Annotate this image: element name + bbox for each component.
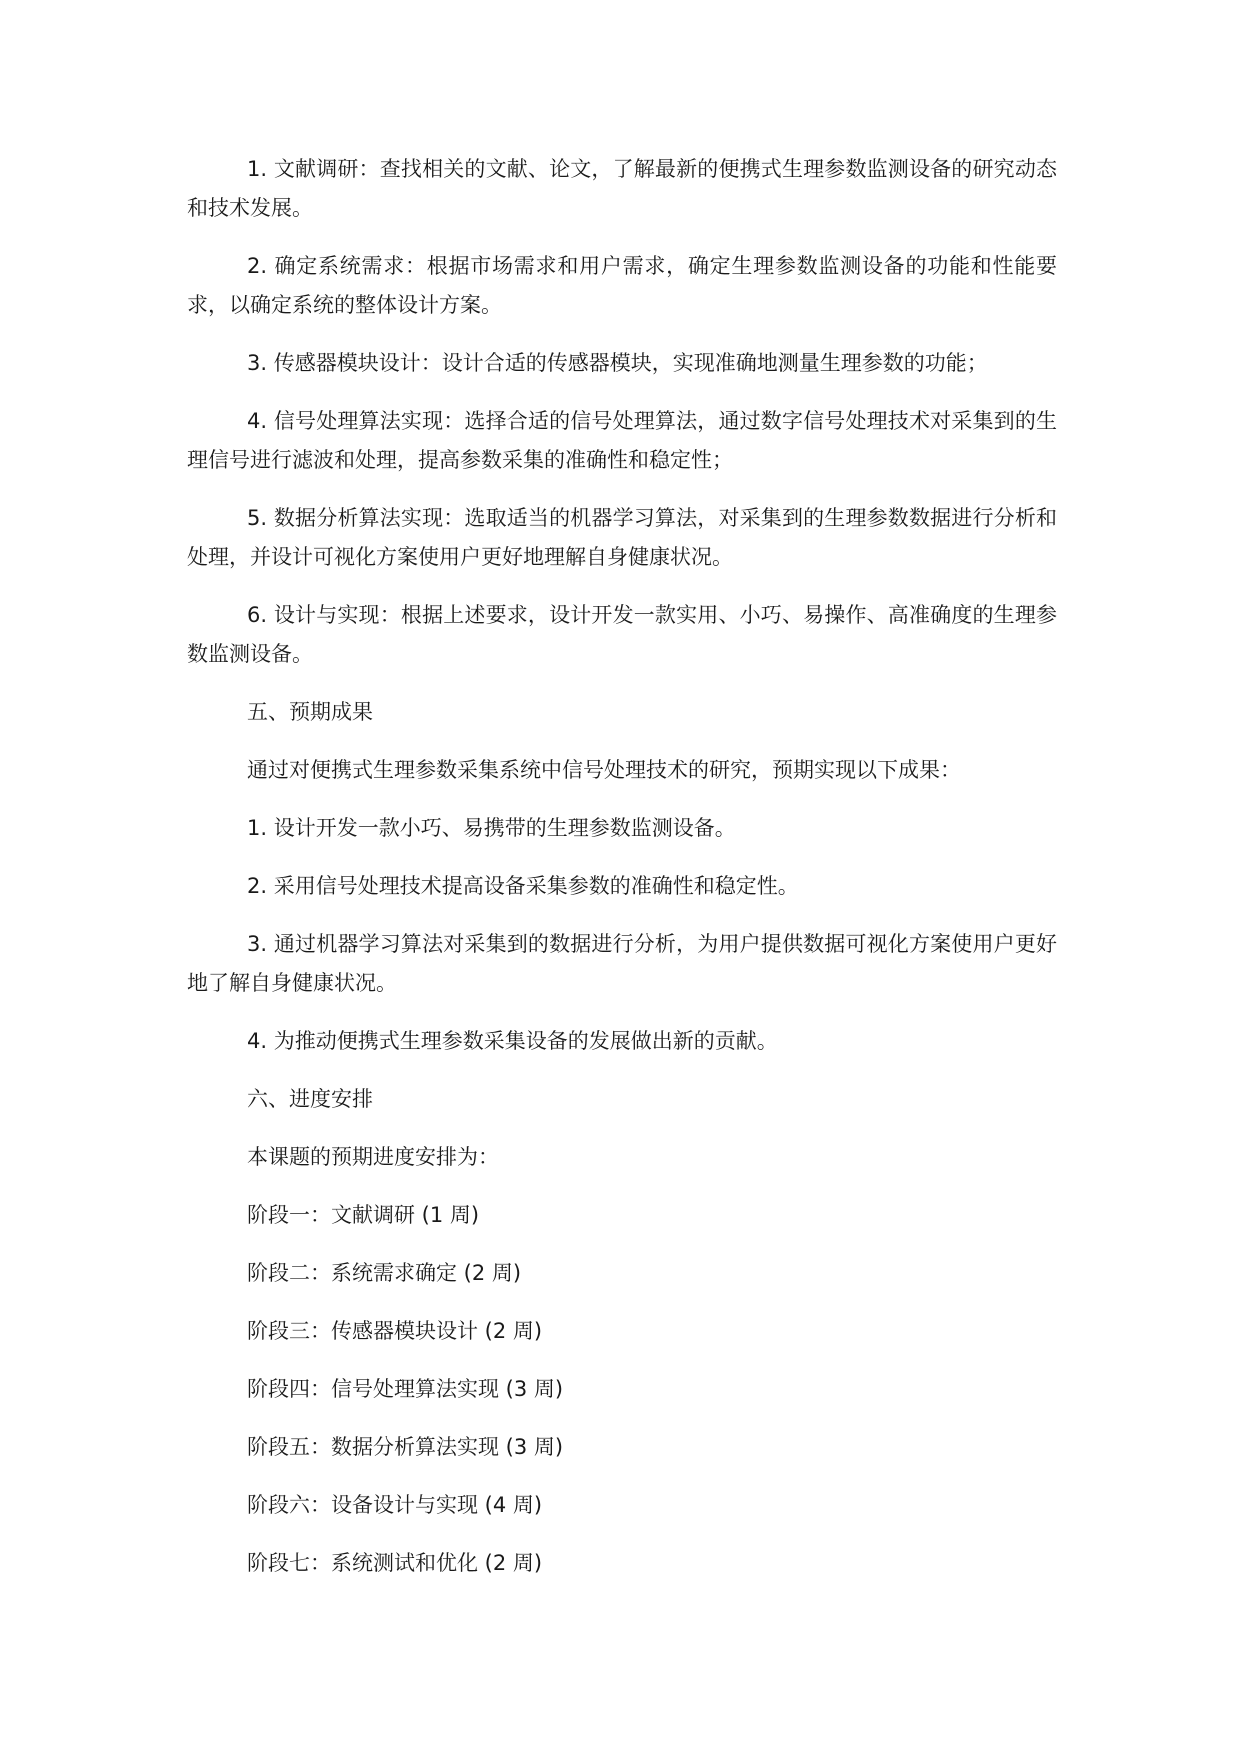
expected-result-item-1: 1. 设计开发一款小巧、易携带的生理参数监测设备。 — [247, 816, 736, 840]
expected-results-intro: 通过对便携式生理参数采集系统中信号处理技术的研究，预期实现以下成果： — [247, 758, 961, 782]
page-content — [187, 150, 1057, 1602]
schedule-stage-6: 阶段六：设备设计与实现 (4 周) — [247, 1493, 543, 1517]
schedule-stage-2: 阶段二：系统需求确定 (2 周) — [247, 1261, 522, 1285]
schedule-stage-4: 阶段四：信号处理算法实现 (3 周) — [247, 1377, 564, 1401]
expected-result-item-2: 2. 采用信号处理技术提高设备采集参数的准确性和稳定性。 — [247, 874, 799, 898]
section-heading-expected-results: 五、预期成果 — [247, 700, 373, 724]
expected-result-item-4: 4. 为推动便携式生理参数采集设备的发展做出新的贡献。 — [247, 1029, 778, 1053]
schedule-stage-5: 阶段五：数据分析算法实现 (3 周) — [247, 1435, 564, 1459]
method-item-4: 4. 信号处理算法实现：选择合适的信号处理算法，通过数字信号处理技术对采集到的生理信号进行滤波和处理，提高参数采集的准确性和稳定性； — [187, 409, 1057, 472]
expected-result-item-3: 3. 通过机器学习算法对采集到的数据进行分析，为用户提供数据可视化方案使用户更好地了解自身健康状况。 — [187, 932, 1057, 995]
schedule-intro: 本课题的预期进度安排为： — [247, 1145, 499, 1169]
method-item-3: 3. 传感器模块设计：设计合适的传感器模块，实现准确地测量生理参数的功能； — [247, 351, 988, 375]
method-item-1: 1. 文献调研：查找相关的文献、论文，了解最新的便携式生理参数监测设备的研究动态和技术发展。 — [187, 157, 1057, 220]
method-item-6: 6. 设计与实现：根据上述要求，设计开发一款实用、小巧、易操作、高准确度的生理参数监测设备。 — [187, 603, 1057, 666]
method-item-2: 2. 确定系统需求：根据市场需求和用户需求，确定生理参数监测设备的功能和性能要求，以确定系统的整体设计方案。 — [187, 254, 1057, 317]
schedule-stage-3: 阶段三：传感器模块设计 (2 周) — [247, 1319, 543, 1343]
section-heading-schedule: 六、进度安排 — [247, 1087, 373, 1111]
schedule-stage-7: 阶段七：系统测试和优化 (2 周) — [247, 1551, 543, 1575]
schedule-stage-1: 阶段一：文献调研 (1 周) — [247, 1203, 480, 1227]
method-item-5: 5. 数据分析算法实现：选取适当的机器学习算法，对采集到的生理参数数据进行分析和处理，并设计可视化方案使用户更好地理解自身健康状况。 — [187, 506, 1057, 569]
